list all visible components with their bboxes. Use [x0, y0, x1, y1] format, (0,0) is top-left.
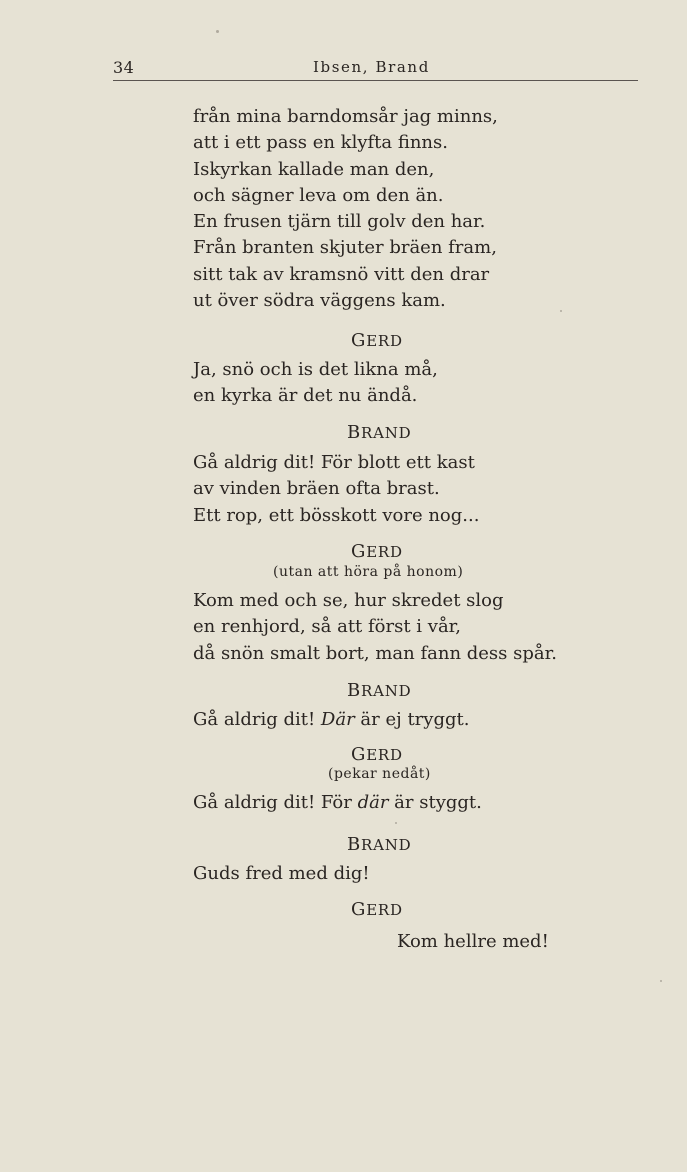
verse-line: En frusen tjärn till golv den har.	[193, 211, 486, 233]
stage-direction: (utan att höra på honom)	[273, 564, 464, 580]
paper-speck	[560, 310, 562, 312]
verse-line: Ja, snö och is det likna må,	[193, 359, 438, 380]
paper-speck	[216, 30, 219, 33]
running-title: Ibsen, Brand	[313, 58, 430, 76]
verse-line: och sägner leva om den än.	[193, 184, 444, 206]
verse-block-brand-4	[193, 861, 370, 887]
emphasis: Där	[320, 709, 355, 730]
verse-block-gerd-4	[397, 929, 549, 955]
verse-line: Kom hellre med!	[397, 931, 549, 952]
verse-line: Guds fred med dig!	[193, 863, 370, 884]
verse-block-gerd-2	[193, 588, 557, 667]
verse-block-gerd-1	[193, 357, 438, 410]
verse-line: då snön smalt bort, man fann dess spår.	[193, 642, 557, 664]
speaker-name: BRAND	[347, 422, 412, 443]
paper-speck	[395, 822, 397, 824]
verse-line: från mina barndomsår jag minns,	[193, 106, 498, 127]
verse-line: Iskyrkan kallade man den,	[193, 158, 435, 180]
verse-line: Kom med och se, hur skredet slog	[193, 590, 504, 611]
verse-line: Från branten skjuter bräen fram,	[193, 237, 497, 259]
verse-block-brand-3	[193, 707, 469, 733]
verse-line: en renhjord, så att först i vår,	[193, 616, 462, 638]
speaker-name: BRAND	[347, 834, 412, 855]
verse-line: Ett rop, ett bösskott vore nog...	[193, 504, 480, 526]
verse-line: Gå aldrig dit! Där är ej tryggt.	[193, 709, 470, 730]
verse-line: en kyrka är det nu ändå.	[193, 385, 418, 407]
speaker-name: GERD	[351, 744, 403, 765]
speaker-name: GERD	[351, 899, 403, 920]
verse-line: Gå aldrig dit! För blott ett kast	[193, 452, 475, 473]
page-number: 34	[113, 58, 135, 77]
verse-line: av vinden bräen ofta brast.	[193, 478, 440, 500]
verse-line: sitt tak av kramsnö vitt den drar	[193, 263, 490, 285]
verse-block-gerd-3	[193, 790, 482, 816]
verse-line: Gå aldrig dit! För där är styggt.	[193, 792, 482, 813]
speaker-name: GERD	[351, 541, 403, 562]
verse-line: att i ett pass en klyfta finns.	[193, 132, 448, 154]
emphasis: där	[357, 792, 389, 813]
speaker-name: GERD	[351, 330, 403, 351]
speaker-name: BRAND	[347, 680, 412, 701]
verse-block-brand-1	[193, 104, 498, 314]
paper-speck	[660, 980, 662, 982]
page-header	[113, 58, 638, 81]
stage-direction: (pekar nedåt)	[328, 766, 431, 782]
verse-line: ut över södra väggens kam.	[193, 290, 446, 312]
verse-block-brand-2	[193, 450, 479, 529]
